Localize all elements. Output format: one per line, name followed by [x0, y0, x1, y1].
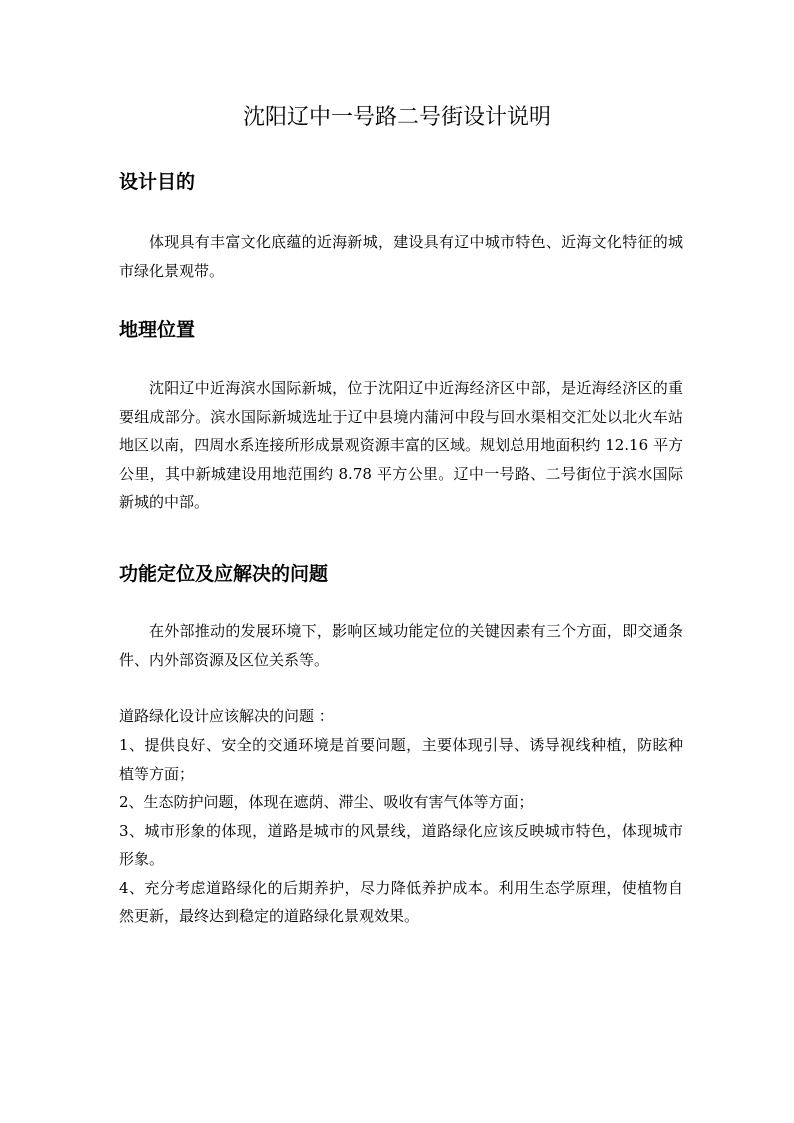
location-paragraph: 沈阳辽中近海滨水国际新城，位于沈阳辽中近海经济区中部，是近海经济区的重要组成部分。滨水国际新城选址于辽中县境内蒲河中段与回水渠相交汇处以北火车站地区以南，四周水系连接所形成景观资源丰富的区域。规划总用地面积约 12.16 平方公里，其中新城建设用地范围约 8.78 平方公里。辽中一号路、二号街位于滨水国际新城的中部。	[119, 379, 683, 511]
list-item: 4、充分考虑道路绿化的后期养护，尽力降低养护成本。利用生态学原理，使植物自然更新，最终达到稳定的道路绿化景观效果。	[119, 878, 683, 925]
issues-list	[119, 731, 683, 931]
list-item: 3、城市形象的体现，道路是城市的风景线，道路绿化应该反映城市特色，体现城市形象。	[119, 821, 683, 868]
list-item: 1、提供良好、安全的交通环境是首要问题，主要体现引导、诱导视线种植，防眩种植等方面；	[119, 736, 683, 783]
design-purpose-paragraph: 体现具有丰富文化底蕴的近海新城，建设具有辽中城市特色、近海文化特征的城市绿化景观带。	[119, 233, 683, 280]
list-intro: 道路绿化设计应该解决的问题 ：	[119, 707, 334, 725]
document-title: 沈阳辽中一号路二号街设计说明	[242, 105, 551, 130]
function-paragraph: 在外部推动的发展环境下，影响区域功能定位的关键因素有三个方面，即交通条件、内外部资源及区位关系等。	[119, 622, 683, 669]
section-heading-function: 功能定位及应解决的问题	[119, 563, 329, 585]
section-heading-design-purpose: 设计目的	[119, 171, 196, 193]
list-item: 2、生态防护问题，体现在遮荫、滞尘、吸收有害气体等方面；	[119, 793, 534, 811]
section-heading-location: 地理位置	[119, 319, 196, 341]
